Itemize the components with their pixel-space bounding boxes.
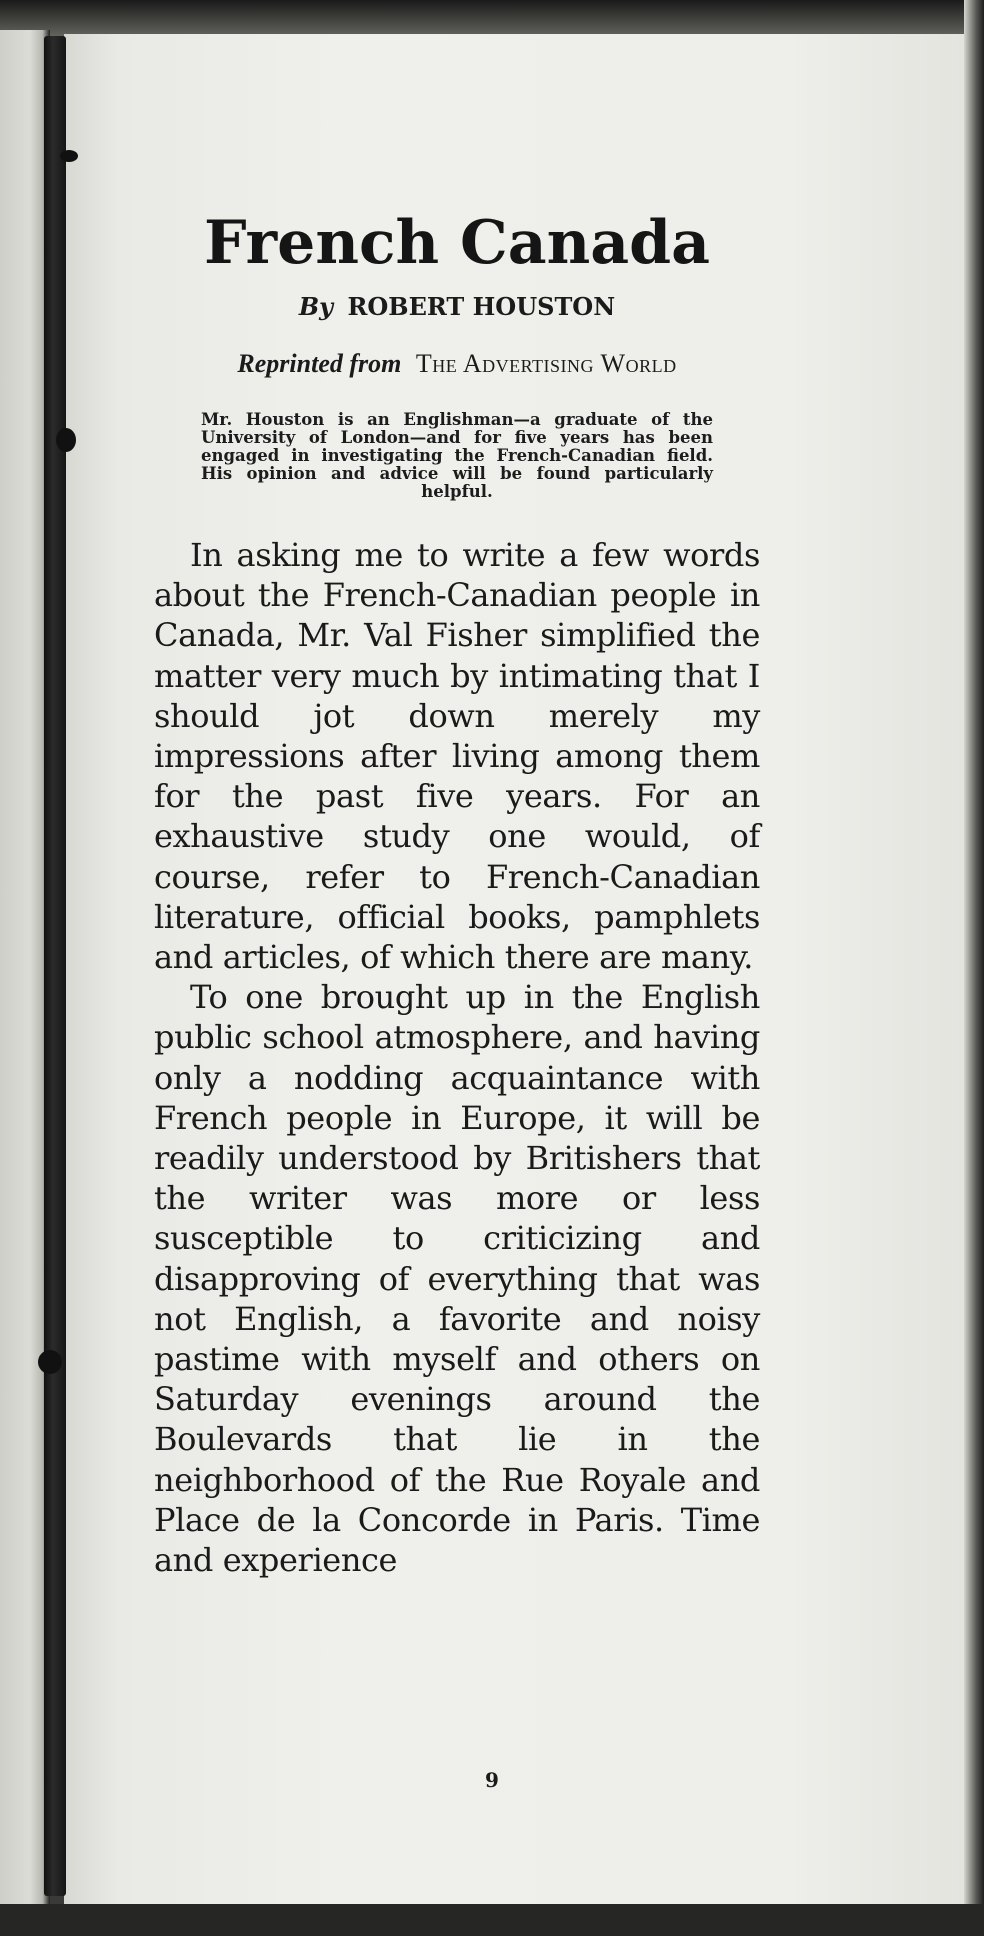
article: [154, 210, 760, 1580]
binding-nick: [56, 428, 76, 452]
article-body: [154, 535, 760, 1580]
book-left-fold: [0, 30, 50, 1910]
book-bottom-edge: [0, 1904, 984, 1936]
binding-nick: [38, 1350, 62, 1374]
reprint-prefix: Reprinted from: [237, 349, 402, 378]
author-name: ROBERT HOUSTON: [347, 292, 616, 321]
byline-prefix: By: [298, 292, 334, 321]
paragraph: To one brought up in the English public school atmosphere, and having only a nodding acquaintance with French people in Europe, it will be readily understood by Britishers that the writer was more or less susceptible to criticizing and disapproving of everything that was not English, a favorite and noisy pastime with myself and others on Saturday evenings around the Boulevards that lie in the neighborhood of the Rue Royale and Place de la Concorde in Paris. Time and experience: [154, 978, 760, 1580]
book-binding: [44, 36, 66, 1896]
binding-nick: [60, 150, 78, 162]
publication-name: The Advertising World: [415, 349, 677, 378]
reprint-credit: [154, 349, 760, 379]
editor-note: Mr. Houston is an Englishman—a graduate of the University of London—and for five years has been engaged in investigating the French-Canadian field. His opinion and advice will be found particularly helpful.: [201, 410, 713, 501]
byline: [154, 292, 760, 321]
page-number: 9: [485, 1768, 499, 1792]
book-right-edge: [964, 0, 984, 1936]
article-title: French Canada: [204, 208, 710, 278]
paragraph: In asking me to write a few words about the French-Canadian people in Canada, Mr. Val Fisher simplified the matter very much by intimating that I should jot down merely my impressions after living among them for the past five years. For an exhaustive study one would, of course, refer to French-Canadian literature, official books, pamphlets and articles, of which there are many.: [154, 536, 760, 977]
